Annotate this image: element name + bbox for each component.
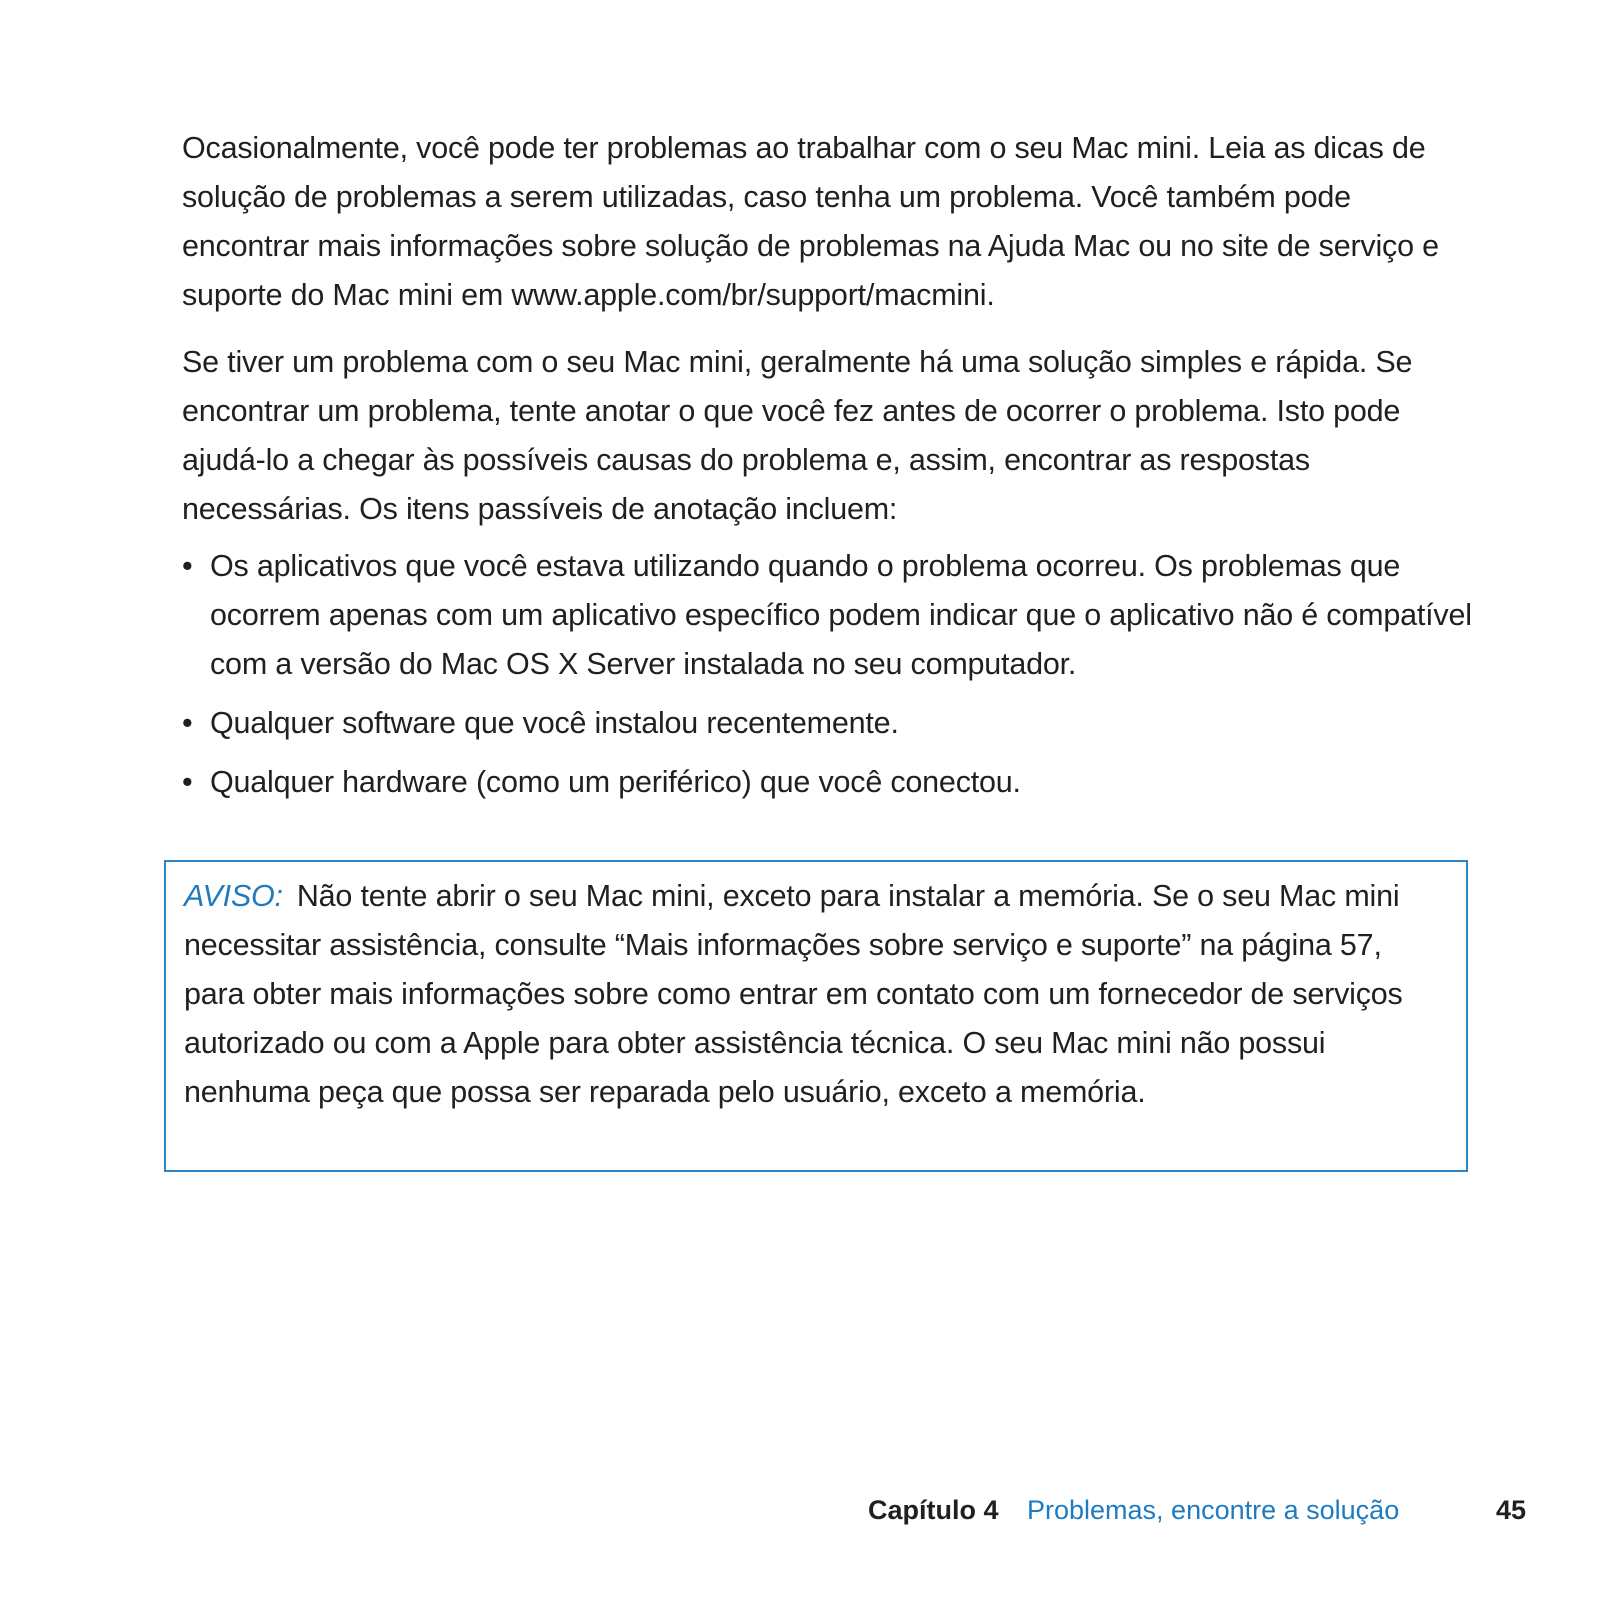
intro-paragraph: Ocasionalmente, você pode ter problemas ao trabalhar com o seu Mac mini. Leia as dicas de solução de problemas a serem utilizadas, caso tenha um problema. Você também pode encontrar mais informações sobre solução de problemas na Ajuda Mac ou no site de serviço e suporte do Mac mini em www.apple.com/br/support/macmini. <box>182 131 1439 312</box>
footer-chapter-title: Problemas, encontre a solução <box>1027 1495 1400 1525</box>
list-item-text: Os aplicativos que você estava utilizando quando o problema ocorreu. Os problemas que ocorrem apenas com um aplicativo específico podem indicar que o aplicativo não é compatível com a versão do Mac OS X Server instalada no seu computador. <box>210 549 1472 681</box>
bullet-icon: • <box>182 706 193 740</box>
warning-text: Não tente abrir o seu Mac mini, exceto para instalar a memória. Se o seu Mac mini necessitar assistência, consulte “Mais informações sobre serviço e suporte” na página 57, para obter mais informações sobre como entrar em contato com um fornecedor de serviços autorizado ou com a Apple para obter assistência técnica. O seu Mac mini não possui nenhuma peça que possa ser reparada pelo usuário, exceto a memória. <box>184 879 1403 1109</box>
warning-paragraph <box>184 872 1448 1117</box>
bullet-icon: • <box>182 549 193 583</box>
list-item <box>182 758 1472 807</box>
list-item-text: Qualquer hardware (como um periférico) que você conectou. <box>210 765 1021 799</box>
list-item <box>182 542 1472 689</box>
list-item-text: Qualquer software que você instalou recentemente. <box>210 706 899 740</box>
footer-chapter: Capítulo 4 <box>868 1495 999 1525</box>
warning-box <box>164 860 1468 1172</box>
page-footer <box>0 1495 1600 1535</box>
main-content <box>182 124 1472 817</box>
notes-list <box>182 542 1472 807</box>
warning-label: AVISO: <box>184 879 283 913</box>
bullet-icon: • <box>182 765 193 799</box>
problem-paragraph: Se tiver um problema com o seu Mac mini, geralmente há uma solução simples e rápida. Se encontrar um problema, tente anotar o que você fez antes de ocorrer o problema. Isto pode ajudá-lo a chegar às possíveis causas do problema e, assim, encontrar as respostas necessárias. Os itens passíveis de anotação incluem: <box>182 345 1413 526</box>
page-number: 45 <box>1496 1495 1527 1525</box>
list-item <box>182 699 1472 748</box>
